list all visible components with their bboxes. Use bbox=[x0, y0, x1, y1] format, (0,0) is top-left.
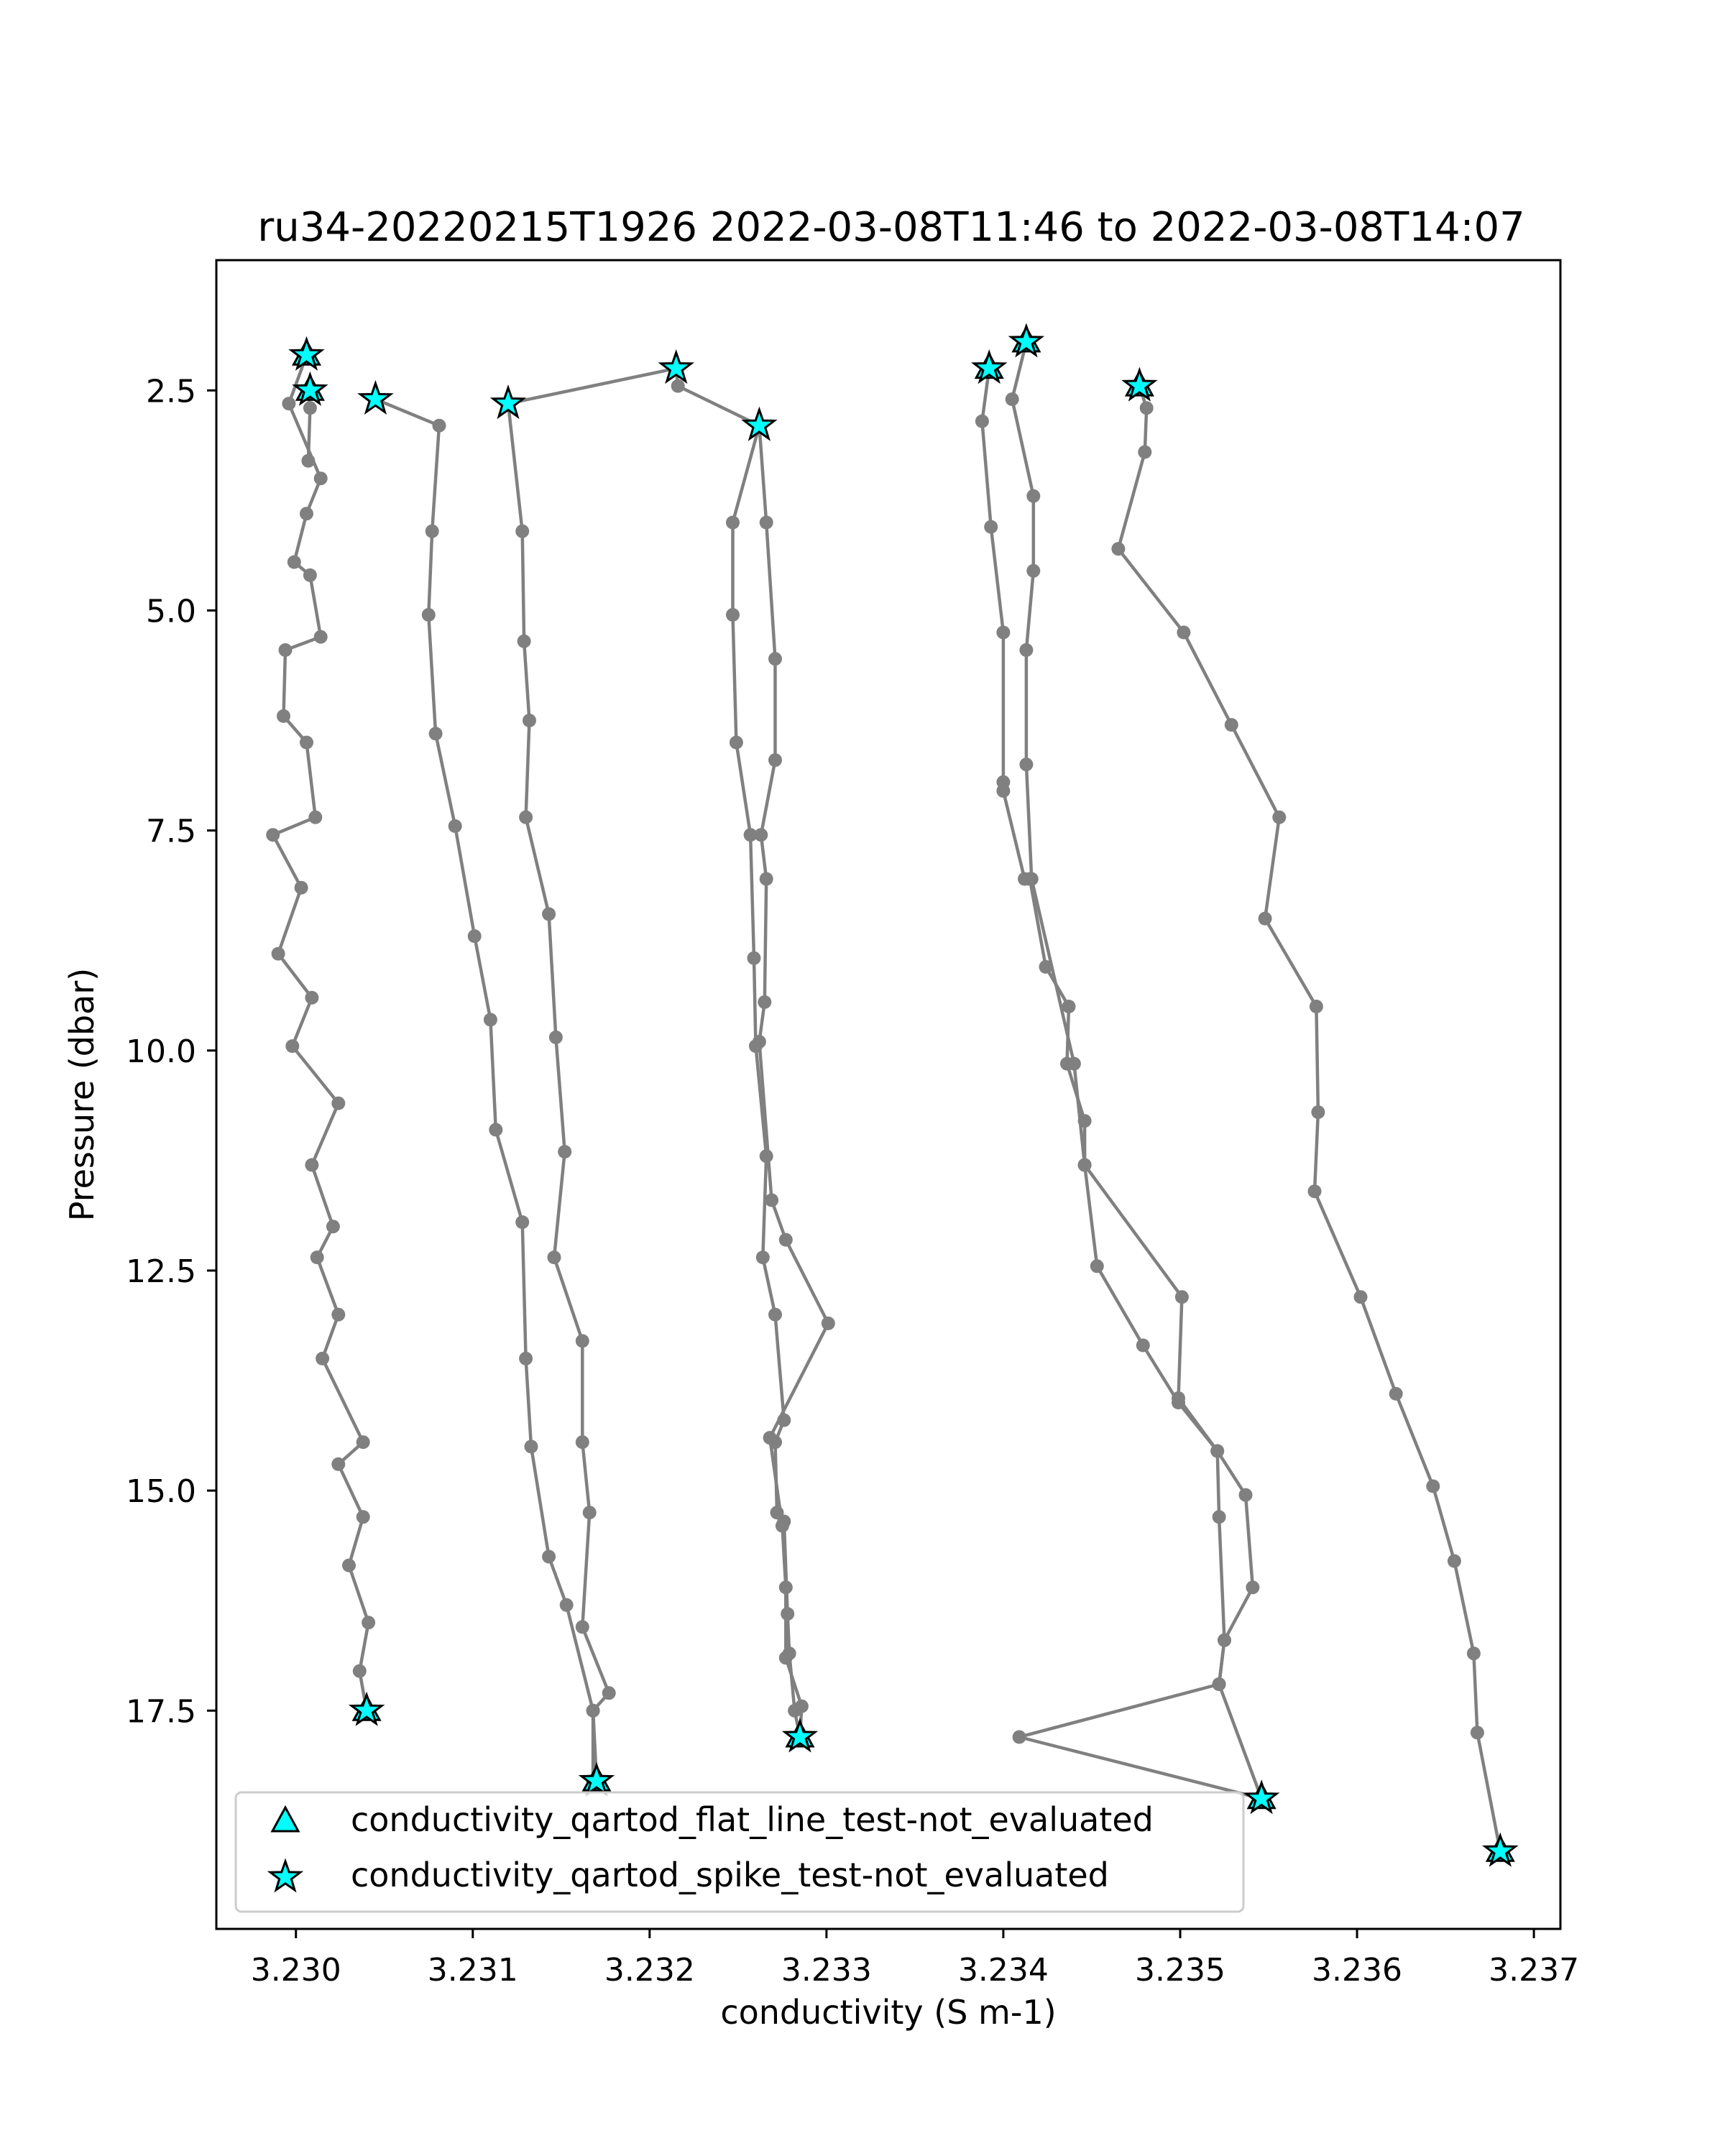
profile-point-7-3 bbox=[1026, 564, 1040, 578]
profile-point-5-5 bbox=[763, 1431, 777, 1445]
profile-point-8-1 bbox=[1140, 401, 1154, 415]
profile-point-6-9 bbox=[1062, 1000, 1076, 1013]
profile-point-5-4 bbox=[776, 1519, 789, 1533]
profile-point-8-4 bbox=[1177, 626, 1190, 640]
profile-point-5-9 bbox=[753, 1035, 766, 1049]
profile-point-3-6 bbox=[576, 1334, 589, 1348]
profile-point-7-12 bbox=[1239, 1488, 1253, 1502]
profile-point-7-5 bbox=[1019, 757, 1033, 771]
profile-point-1-1 bbox=[303, 401, 317, 415]
y-tick-label-0: 2.5 bbox=[146, 373, 196, 410]
profile-point-0-11 bbox=[266, 828, 280, 842]
profile-point-8-14 bbox=[1448, 1554, 1461, 1568]
profile-point-0-5 bbox=[303, 568, 317, 582]
profile-point-8-13 bbox=[1426, 1480, 1440, 1493]
legend-label-spike: conductivity_qartod_spike_test-not_evaluated bbox=[351, 1856, 1109, 1894]
profile-point-3-5 bbox=[576, 1435, 589, 1449]
x-tick-label-2: 3.232 bbox=[604, 1952, 695, 1989]
profile-point-0-19 bbox=[310, 1250, 324, 1264]
profile-point-6-20 bbox=[1013, 1731, 1026, 1744]
y-tick-label-3: 10.0 bbox=[126, 1033, 196, 1070]
profile-point-3-3 bbox=[576, 1620, 589, 1634]
profile-point-6-1 bbox=[975, 415, 989, 428]
profile-point-3-1 bbox=[586, 1704, 600, 1718]
profile-point-1-2 bbox=[301, 454, 315, 468]
x-tick-label-4: 3.234 bbox=[957, 1952, 1049, 1989]
profile-point-3-8 bbox=[558, 1145, 571, 1158]
profile-point-5-15 bbox=[760, 516, 773, 530]
x-tick-label-7: 3.237 bbox=[1489, 1952, 1580, 1989]
profile-point-2-13 bbox=[560, 1598, 574, 1612]
y-tick-label-4: 12.5 bbox=[126, 1253, 196, 1290]
profile-point-5-13 bbox=[768, 753, 782, 767]
profile-point-3-4 bbox=[583, 1506, 597, 1519]
profile-point-8-6 bbox=[1272, 811, 1286, 824]
profile-point-0-10 bbox=[308, 811, 322, 824]
profile-point-5-1 bbox=[795, 1700, 809, 1713]
y-tick-label-1: 5.0 bbox=[146, 593, 196, 630]
profile-line-1 bbox=[308, 390, 310, 461]
profile-point-4-14 bbox=[781, 1607, 794, 1621]
profile-point-2-10 bbox=[519, 1352, 533, 1365]
y-axis-label: Pressure (dbar) bbox=[63, 967, 101, 1222]
profile-point-3-12 bbox=[523, 714, 536, 727]
profile-point-7-9 bbox=[1175, 1290, 1189, 1304]
profile-point-0-1 bbox=[282, 397, 295, 410]
profile-point-7-2 bbox=[1026, 489, 1040, 503]
profile-point-3-13 bbox=[518, 635, 531, 648]
profile-point-4-1 bbox=[726, 516, 740, 530]
profile-point-7-14 bbox=[1218, 1634, 1231, 1647]
profile-point-0-22 bbox=[356, 1435, 370, 1449]
profile-point-0-6 bbox=[314, 630, 328, 644]
profile-point-5-10 bbox=[758, 995, 771, 1009]
profile-point-6-3 bbox=[996, 626, 1010, 640]
profile-point-5-6 bbox=[822, 1317, 835, 1330]
profile-point-0-12 bbox=[295, 881, 308, 895]
profile-point-7-15 bbox=[1213, 1677, 1226, 1691]
profile-point-0-27 bbox=[353, 1664, 367, 1678]
profile-point-5-11 bbox=[760, 872, 773, 886]
profile-point-8-15 bbox=[1467, 1646, 1481, 1660]
profile-point-5-3 bbox=[779, 1580, 793, 1594]
profile-point-5-7 bbox=[779, 1233, 793, 1247]
profile-point-0-15 bbox=[285, 1039, 299, 1053]
profile-point-0-8 bbox=[277, 709, 290, 723]
profile-point-4-9 bbox=[768, 1308, 782, 1322]
profile-point-0-7 bbox=[279, 643, 293, 657]
profile-point-2-3 bbox=[422, 608, 436, 622]
profile-point-7-11 bbox=[1210, 1445, 1224, 1458]
x-axis-label: conductivity (S m-1) bbox=[720, 1993, 1057, 2032]
profile-point-7-10 bbox=[1172, 1391, 1185, 1405]
profile-point-0-18 bbox=[326, 1220, 340, 1233]
profile-point-4-8 bbox=[756, 1250, 770, 1264]
chart-title: ru34-20220215T1926 2022-03-08T11:46 to 2022-03-08T14:07 bbox=[257, 204, 1525, 251]
profile-point-6-14 bbox=[1136, 1339, 1150, 1353]
profile-point-5-12 bbox=[754, 828, 768, 842]
profile-point-0-14 bbox=[305, 991, 318, 1005]
profile-point-8-3 bbox=[1111, 542, 1125, 556]
y-tick-label-2: 7.5 bbox=[146, 813, 196, 850]
profile-point-2-12 bbox=[542, 1550, 556, 1564]
x-tick-label-1: 3.231 bbox=[427, 1952, 518, 1989]
profile-point-0-3 bbox=[300, 507, 313, 520]
profile-point-2-7 bbox=[484, 1013, 497, 1026]
profile-point-2-1 bbox=[433, 419, 446, 433]
profile-point-0-17 bbox=[305, 1158, 318, 1172]
profile-point-2-4 bbox=[429, 727, 443, 740]
profile-point-3-11 bbox=[519, 811, 533, 824]
profile-point-7-4 bbox=[1019, 643, 1033, 657]
profile-point-5-8 bbox=[765, 1194, 778, 1207]
profile-point-6-13 bbox=[1090, 1259, 1104, 1273]
profile-point-4-3 bbox=[730, 736, 743, 750]
profile-point-3-9 bbox=[549, 1031, 563, 1044]
profile-point-2-11 bbox=[525, 1439, 538, 1453]
profile-point-6-17 bbox=[1213, 1510, 1226, 1524]
profile-point-8-16 bbox=[1471, 1726, 1484, 1739]
profile-point-7-8 bbox=[1078, 1158, 1092, 1172]
profile-point-0-9 bbox=[300, 736, 313, 750]
profile-point-2-9 bbox=[515, 1215, 529, 1229]
profile-point-3-2 bbox=[602, 1686, 616, 1700]
profile-point-7-6 bbox=[1025, 872, 1039, 886]
profile-point-0-16 bbox=[331, 1097, 345, 1110]
profile-point-7-7 bbox=[1067, 1057, 1081, 1071]
profile-point-7-13 bbox=[1246, 1580, 1259, 1594]
profile-point-4-5 bbox=[748, 952, 761, 965]
profile-point-0-23 bbox=[331, 1457, 345, 1471]
profile-point-3-14 bbox=[515, 525, 529, 538]
legend bbox=[236, 1792, 1243, 1912]
y-tick-label-5: 15.0 bbox=[126, 1473, 196, 1511]
x-tick-label-0: 3.230 bbox=[250, 1952, 341, 1989]
profile-point-4-2 bbox=[726, 608, 740, 622]
x-tick-label-5: 3.235 bbox=[1135, 1952, 1225, 1989]
profile-point-8-7 bbox=[1259, 912, 1272, 926]
profile-point-6-5 bbox=[996, 784, 1010, 798]
profile-point-7-1 bbox=[1006, 392, 1019, 406]
profile-point-0-20 bbox=[331, 1308, 345, 1322]
y-tick-label-6: 17.5 bbox=[126, 1693, 196, 1731]
profile-point-8-10 bbox=[1308, 1184, 1322, 1198]
legend-label-flat-line: conductivity_qartod_flat_line_test-not_evaluated bbox=[351, 1800, 1154, 1839]
profile-point-0-26 bbox=[362, 1616, 375, 1629]
profile-point-5-2 bbox=[779, 1651, 793, 1664]
profile-point-8-2 bbox=[1138, 446, 1151, 459]
profile-point-0-2 bbox=[314, 471, 328, 485]
profile-point-0-13 bbox=[272, 947, 285, 961]
profile-point-8-9 bbox=[1311, 1105, 1325, 1119]
profile-point-0-25 bbox=[342, 1559, 356, 1572]
profile-point-0-24 bbox=[356, 1510, 370, 1524]
profile-point-8-5 bbox=[1225, 718, 1238, 732]
profile-point-3-17 bbox=[671, 379, 685, 393]
profile-point-0-4 bbox=[288, 556, 301, 569]
profile-point-3-7 bbox=[548, 1250, 561, 1264]
profile-point-5-14 bbox=[768, 652, 782, 665]
profile-point-2-6 bbox=[468, 929, 482, 943]
profile-point-8-8 bbox=[1310, 1000, 1323, 1013]
profile-point-2-2 bbox=[426, 525, 439, 538]
profile-point-2-8 bbox=[489, 1123, 502, 1137]
profile-point-6-2 bbox=[984, 520, 998, 534]
x-tick-label-3: 3.233 bbox=[781, 1952, 872, 1989]
profile-point-0-21 bbox=[316, 1352, 329, 1365]
profile-point-8-11 bbox=[1354, 1290, 1368, 1304]
x-tick-label-6: 3.236 bbox=[1312, 1952, 1403, 1989]
profile-point-2-5 bbox=[448, 819, 462, 833]
profile-point-3-10 bbox=[542, 907, 556, 921]
profile-point-8-12 bbox=[1389, 1387, 1403, 1401]
